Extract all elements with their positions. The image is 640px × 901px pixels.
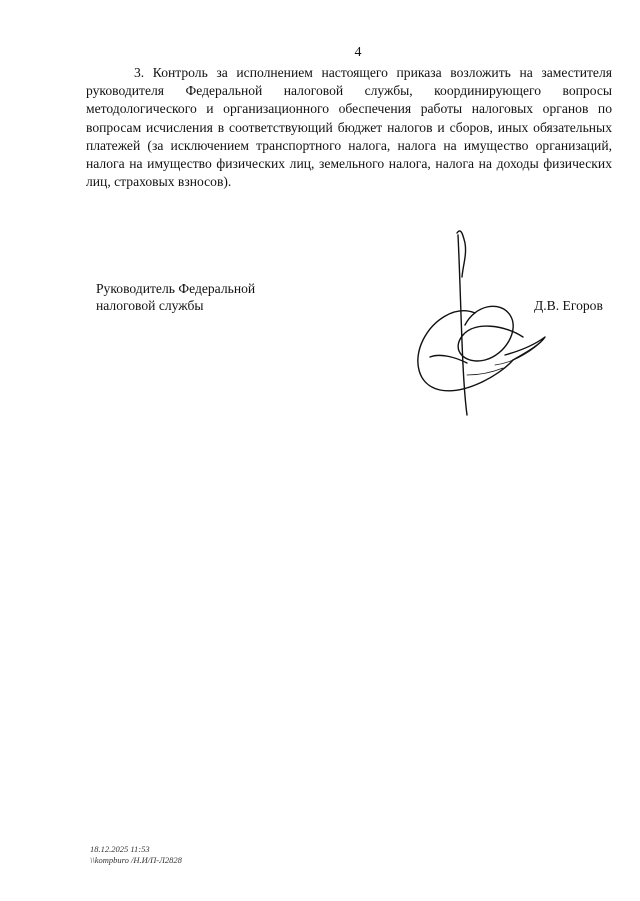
document-footer — [90, 844, 182, 866]
order-paragraph-3: 3. Контроль за исполнением настоящего приказа возложить на заместителя руководителя Федеральной налоговой службы, координирующего вопросы методологического и организационного обеспечения работы налоговых органов по вопросам исчисления в соответствующий бюджет налогов и сборов, иных обязательных платежей (за исключением транспортного налога, налога на имущество организаций, налога на имущество физических лиц, земельного налога, налога на доходы физических лиц, страховых взносов). — [86, 65, 612, 190]
signatory-position-line2: налоговой службы — [96, 298, 204, 313]
signatory-position — [96, 280, 255, 314]
signatory-position-line1: Руководитель Федеральной — [96, 281, 256, 296]
footer-timestamp: 18.12.2025 11:53 — [90, 844, 150, 854]
page-number: 4 — [354, 45, 362, 60]
handwritten-signature-icon — [405, 225, 555, 420]
signatory-name: Д.В. Егоров — [534, 298, 603, 313]
footer-file-ref: \\kompburo /Н.И/П-Л2828 — [90, 855, 182, 865]
